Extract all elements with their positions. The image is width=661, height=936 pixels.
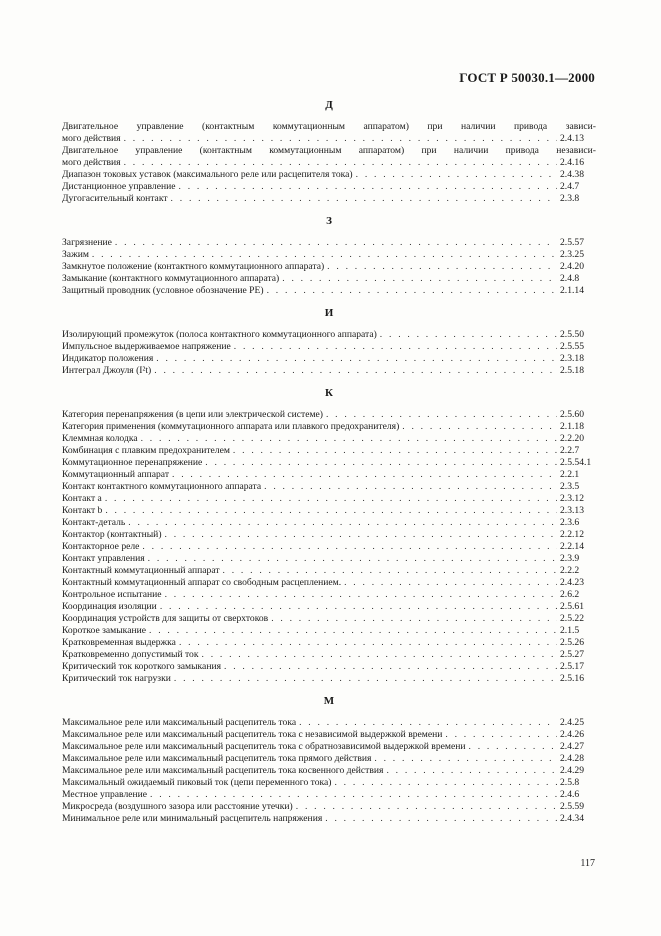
index-entry — [62, 661, 596, 673]
dot-leader — [150, 789, 557, 801]
dot-leader — [386, 765, 557, 777]
dot-leader — [344, 577, 557, 589]
index-content — [62, 98, 596, 834]
entry-reference: 2.4.16 — [560, 157, 584, 168]
dot-leader — [124, 133, 557, 145]
dot-leader — [271, 613, 557, 625]
entry-term: Импульсное выдерживаемое напряжение — [62, 341, 231, 352]
index-entry — [62, 577, 596, 589]
index-entry — [62, 445, 596, 457]
entry-reference: 2.5.22 — [560, 613, 584, 624]
entry-reference: 2.4.25 — [560, 717, 584, 728]
entry-reference: 2.4.34 — [560, 813, 584, 824]
dot-leader — [172, 469, 557, 481]
dot-leader — [128, 517, 557, 529]
index-entry — [62, 409, 596, 421]
entry-term: Контрольное испытание — [62, 589, 162, 600]
dot-leader — [160, 601, 557, 613]
entry-term: Защитный проводник (условное обозначение PE) — [62, 285, 264, 296]
section-letter: И — [324, 307, 334, 319]
entry-term: Контактный коммутационный аппарат со свободным расцеплением. — [62, 577, 342, 588]
entry-reference: 2.5.50 — [560, 329, 584, 340]
index-entry — [62, 729, 596, 741]
index-entry — [62, 285, 596, 297]
entry-reference: 2.4.29 — [560, 765, 584, 776]
dot-leader — [402, 421, 557, 433]
dot-leader — [356, 169, 557, 181]
index-entry — [62, 469, 596, 481]
entry-reference: 2.2.2 — [560, 565, 580, 576]
entry-term: Максимальное реле или максимальный расцепитель тока — [62, 717, 297, 728]
index-entry — [62, 541, 596, 553]
dot-leader — [205, 457, 557, 469]
entry-term: Категория перенапряжения (в цепи или электрической системе) — [62, 409, 323, 420]
dot-leader — [282, 273, 557, 285]
entry-term: Дистанционное управление — [62, 181, 176, 192]
entry-term: Коммутационный аппарат — [62, 469, 170, 480]
entry-term: Контактор (контактный) — [62, 529, 162, 540]
dot-leader — [165, 529, 557, 541]
index-entry — [62, 433, 596, 445]
entry-term: Дугогасительный контакт — [62, 193, 168, 204]
entry-reference: 2.4.8 — [560, 273, 580, 284]
index-entry — [62, 481, 596, 493]
index-entry — [62, 121, 596, 145]
section-letter: Д — [325, 99, 333, 111]
entry-reference: 2.5.27 — [560, 649, 584, 660]
index-entry — [62, 553, 596, 565]
entry-reference: 2.2.7 — [560, 445, 580, 456]
entry-reference: 2.4.13 — [560, 133, 584, 144]
dot-leader — [445, 729, 557, 741]
index-entry — [62, 765, 596, 777]
entry-reference: 2.6.2 — [560, 589, 580, 600]
entry-term: Местное управление — [62, 789, 148, 800]
index-entry — [62, 649, 596, 661]
entry-term: Минимальное реле или минимальный расцепитель напряжения — [62, 813, 323, 824]
dot-leader — [327, 261, 557, 273]
entry-term: Коммутационное перенапряжение — [62, 457, 203, 468]
index-entry — [62, 181, 596, 193]
index-entry — [62, 753, 596, 765]
index-entry — [62, 329, 596, 341]
dot-leader — [380, 329, 557, 341]
entry-reference: 2.3.8 — [560, 193, 580, 204]
entry-term: Клеммная колодка — [62, 433, 138, 444]
entry-reference: 2.1.14 — [560, 285, 584, 296]
entry-reference: 2.4.6 — [560, 789, 580, 800]
index-entry — [62, 457, 596, 469]
page-header-standard: ГОСТ Р 50030.1—2000 — [459, 70, 595, 85]
entry-term-line1: Двигательное управление (контактным коммутационным аппаратом) при наличии привода независи- — [62, 145, 596, 156]
dot-leader — [171, 193, 557, 205]
entry-term: Контакторное реле — [62, 541, 140, 552]
entry-reference: 2.5.57 — [560, 237, 584, 248]
index-entry — [62, 741, 596, 753]
dot-leader — [105, 493, 557, 505]
index-entry — [62, 813, 596, 825]
dot-leader — [148, 553, 557, 565]
entry-reference: 2.1.5 — [560, 625, 580, 636]
dot-leader — [299, 717, 557, 729]
entry-reference: 2.1.18 — [560, 421, 584, 432]
index-entry — [62, 717, 596, 729]
entry-term: Критический ток короткого замыкания — [62, 661, 221, 672]
section-letter: К — [325, 387, 333, 399]
dot-leader — [469, 741, 558, 753]
entry-term: Изолирующий промежуток (полоса контактного коммутационного аппарата) — [62, 329, 377, 340]
entry-reference: 2.4.28 — [560, 753, 584, 764]
entry-term-line2 — [62, 157, 596, 169]
dot-leader — [115, 237, 557, 249]
index-entry — [62, 601, 596, 613]
index-section — [62, 694, 596, 825]
entry-term-line1: Двигательное управление (контактным коммутационным аппаратом) при наличии привода зависи- — [62, 121, 596, 132]
entry-reference: 2.4.7 — [560, 181, 580, 192]
index-entry — [62, 673, 596, 685]
entry-reference: 2.2.20 — [560, 433, 584, 444]
index-entry — [62, 341, 596, 353]
entry-term: Координация устройств для защиты от сверхтоков — [62, 613, 269, 624]
index-entry — [62, 589, 596, 601]
entry-term: Максимальное реле или максимальный расцепитель тока косвенного действия — [62, 765, 384, 776]
entry-term: Замыкание (контактного коммутационного аппарата) — [62, 273, 280, 284]
entry-reference: 2.3.6 — [560, 517, 580, 528]
entry-reference: 2.5.16 — [560, 673, 584, 684]
index-entry — [62, 505, 596, 517]
entry-term: Максимальный ожидаемый пиковый ток (цепи переменного тока) — [62, 777, 332, 788]
entry-reference: 2.5.55 — [560, 341, 584, 352]
entry-reference: 2.4.23 — [560, 577, 584, 588]
index-entry — [62, 517, 596, 529]
dot-leader — [234, 341, 557, 353]
dot-leader — [233, 445, 557, 457]
entry-reference: 2.3.5 — [560, 481, 580, 492]
index-entry — [62, 237, 596, 249]
index-entry — [62, 565, 596, 577]
entry-term: Категория применения (коммутационного аппарата или плавкого предохранителя) — [62, 421, 400, 432]
index-entry — [62, 421, 596, 433]
index-entry — [62, 493, 596, 505]
index-entry — [62, 613, 596, 625]
entry-reference: 2.5.59 — [560, 801, 584, 812]
index-section — [62, 306, 596, 377]
entry-term: Максимальное реле или максимальный расцепитель тока прямого действия — [62, 753, 372, 764]
entry-term: Кратковременно допустимый ток — [62, 649, 199, 660]
index-entry — [62, 789, 596, 801]
page-number: 117 — [580, 858, 595, 869]
index-entry — [62, 353, 596, 365]
entry-term: Контакт b — [62, 505, 103, 516]
entry-term: Контакт a — [62, 493, 102, 504]
entry-reference: 2.2.14 — [560, 541, 584, 552]
entry-reference: 2.4.26 — [560, 729, 584, 740]
entry-reference: 2.3.18 — [560, 353, 584, 364]
dot-leader — [267, 285, 557, 297]
entry-term: Загрязнение — [62, 237, 112, 248]
entry-reference: 2.5.61 — [560, 601, 584, 612]
dot-leader — [296, 801, 557, 813]
entry-term: Зажим — [62, 249, 89, 260]
index-entry — [62, 145, 596, 169]
entry-reference: 2.5.17 — [560, 661, 584, 672]
entry-term: Интеграл Джоуля (I²t) — [62, 365, 152, 376]
entry-term: Замкнутое положение (контактного коммутационного аппарата) — [62, 261, 325, 272]
dot-leader — [179, 181, 557, 193]
index-entry — [62, 625, 596, 637]
entry-term: Контакт-деталь — [62, 517, 126, 528]
index-entry — [62, 193, 596, 205]
index-entry — [62, 273, 596, 285]
entry-reference: 2.3.9 — [560, 553, 580, 564]
dot-leader — [264, 481, 557, 493]
dot-leader — [223, 565, 557, 577]
entry-reference: 2.4.27 — [560, 741, 584, 752]
entry-reference: 2.5.18 — [560, 365, 584, 376]
entry-reference: 2.2.1 — [560, 469, 580, 480]
index-entry — [62, 169, 596, 181]
dot-leader — [124, 157, 557, 169]
dot-leader — [165, 589, 557, 601]
dot-leader — [142, 541, 557, 553]
dot-leader — [149, 625, 557, 637]
entry-term: мого действия — [62, 133, 121, 144]
index-entry — [62, 777, 596, 789]
entry-term: Контакт контактного коммутационного аппарата — [62, 481, 262, 492]
entry-reference: 2.5.26 — [560, 637, 584, 648]
index-entry — [62, 801, 596, 813]
entry-reference: 2.3.12 — [560, 493, 584, 504]
entry-term: Короткое замыкание — [62, 625, 146, 636]
index-entry — [62, 261, 596, 273]
index-section — [62, 98, 596, 205]
dot-leader — [326, 409, 557, 421]
dot-leader — [156, 353, 557, 365]
entry-term: мого действия — [62, 157, 121, 168]
section-letter: З — [326, 215, 332, 227]
entry-term: Комбинация с плавким предохранителем — [62, 445, 230, 456]
index-entry — [62, 637, 596, 649]
entry-reference: 2.5.60 — [560, 409, 584, 420]
entry-term: Микросреда (воздушного зазора или расстояние утечки) — [62, 801, 293, 812]
dot-leader — [179, 637, 557, 649]
entry-term: Индикатор положения — [62, 353, 154, 364]
entry-reference: 2.5.8 — [560, 777, 580, 788]
entry-term: Диапазон токовых уставок (максимального реле или расцепителя тока) — [62, 169, 353, 180]
entry-term: Максимальное реле или максимальный расцепитель тока с независимой выдержкой времени — [62, 729, 443, 740]
entry-reference: 2.4.38 — [560, 169, 584, 180]
dot-leader — [154, 365, 557, 377]
entry-reference: 2.2.12 — [560, 529, 584, 540]
dot-leader — [174, 673, 557, 685]
entry-term: Координация изоляции — [62, 601, 157, 612]
entry-term: Критический ток нагрузки — [62, 673, 171, 684]
index-entry — [62, 249, 596, 261]
index-entry — [62, 365, 596, 377]
index-section — [62, 214, 596, 297]
entry-term: Контактный коммутационный аппарат — [62, 565, 220, 576]
entry-reference: 2.3.13 — [560, 505, 584, 516]
dot-leader — [224, 661, 557, 673]
dot-leader — [374, 753, 557, 765]
entry-term: Контакт управления — [62, 553, 145, 564]
dot-leader — [202, 649, 557, 661]
entry-term: Максимальное реле или максимальный расцепитель тока с обратнозависимой выдержкой времени — [62, 741, 466, 752]
entry-term: Кратковременная выдержка — [62, 637, 176, 648]
dot-leader — [92, 249, 557, 261]
entry-reference: 2.5.54.1 — [560, 457, 592, 468]
entry-term-line2 — [62, 133, 596, 145]
index-entry — [62, 529, 596, 541]
entry-reference: 2.4.20 — [560, 261, 584, 272]
dot-leader — [334, 777, 557, 789]
dot-leader — [141, 433, 557, 445]
section-letter: М — [323, 695, 335, 707]
dot-leader — [325, 813, 557, 825]
dot-leader — [105, 505, 557, 517]
entry-reference: 2.3.25 — [560, 249, 584, 260]
index-section — [62, 386, 596, 685]
